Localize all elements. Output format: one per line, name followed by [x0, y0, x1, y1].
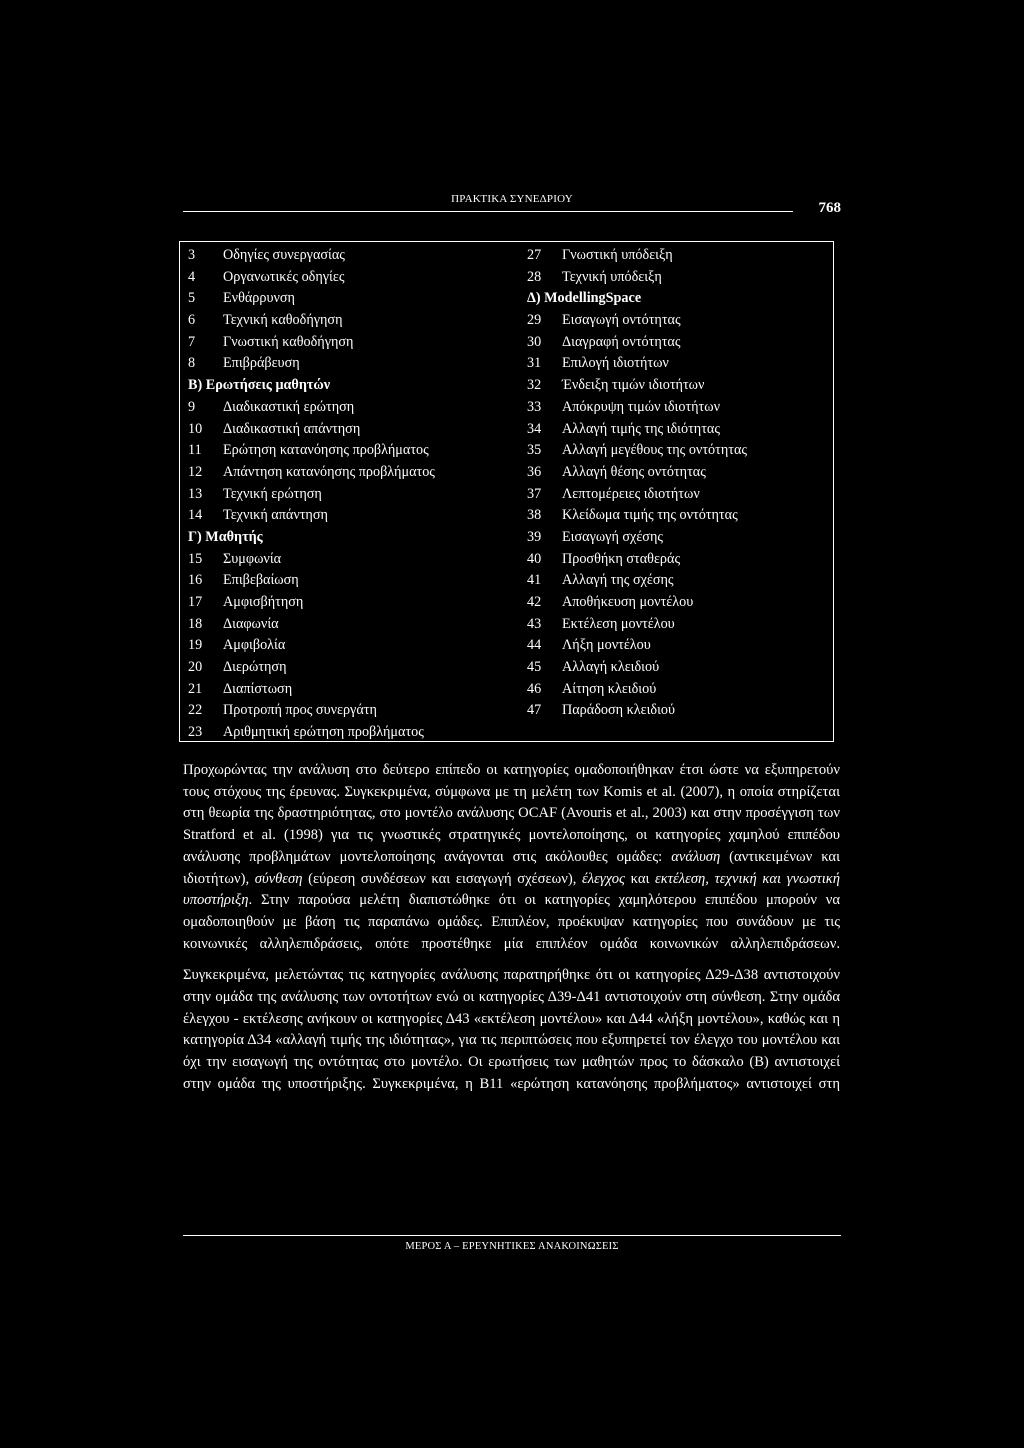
category-number: 47 — [527, 702, 542, 719]
paragraph-1-text: (αντικειμένων και ιδιοτήτων), — [183, 848, 840, 887]
page-number: 768 — [818, 200, 841, 216]
category-label: Γνωστική υπόδειξη — [562, 247, 673, 263]
category-label: Ενθάρρυνση — [223, 290, 295, 307]
category-label: Αλλαγή θέσης οντότητας — [562, 463, 706, 480]
category-number: 5 — [188, 290, 196, 307]
running-footer: ΜΕΡΟΣ Α – ΕΡΕΥΝΗΤΙΚΕΣ ΑΝΑΚΟΙΝΩΣΕΙΣ — [405, 1241, 619, 1252]
category-label: Τεχνική καθοδήγηση — [223, 312, 343, 329]
table-row — [527, 419, 832, 441]
category-label: Εκτέλεση μοντέλου — [562, 615, 675, 632]
table-row — [188, 614, 528, 636]
category-number: 7 — [188, 333, 196, 350]
paragraph-1-italic-term: έλεγχος — [582, 870, 625, 887]
category-number: 9 — [188, 398, 196, 415]
category-label: Συμφωνία — [223, 550, 282, 567]
table-row — [188, 332, 528, 354]
category-number: 10 — [188, 420, 203, 437]
table-row — [527, 700, 832, 722]
table-row — [527, 267, 832, 289]
category-label: Κλείδωμα τιμής της οντότητας — [562, 507, 738, 524]
running-header: ΠΡΑΚΤΙΚΑ ΣΥΝΕΔΡΙΟΥ — [451, 193, 573, 205]
category-number: 14 — [188, 507, 203, 524]
category-number: 38 — [527, 507, 542, 524]
table-row — [527, 245, 832, 267]
category-label: Τεχνική υπόδειξη — [562, 268, 662, 285]
table-left-column — [188, 245, 528, 744]
table-row — [527, 440, 832, 462]
category-number: 39 — [527, 528, 542, 545]
category-number: 32 — [527, 377, 542, 394]
table-row — [527, 527, 832, 549]
category-label: Αλλαγή τιμής της ιδιότητας — [562, 420, 720, 437]
group-heading-label: Δ) ModellingSpace — [527, 290, 642, 307]
category-number: 23 — [188, 724, 203, 741]
category-number: 43 — [527, 615, 542, 632]
table-row — [188, 462, 528, 484]
category-label: Απάντηση κατανόησης προβλήματος — [223, 463, 435, 480]
category-label: Επιβράβευση — [223, 355, 300, 372]
table-row — [527, 484, 832, 506]
group-heading-label: Γ) Μαθητής — [188, 528, 263, 545]
category-number: 4 — [188, 268, 196, 285]
category-label: Αριθμητική ερώτηση προβλήματος — [223, 724, 424, 741]
table-row — [188, 505, 528, 527]
category-number: 44 — [527, 637, 542, 654]
body-text — [183, 760, 840, 1106]
paragraph-1-italic-term: ανάλυση — [671, 848, 721, 865]
table-row — [527, 679, 832, 701]
category-label: Παράδοση κλειδιού — [562, 702, 676, 719]
category-number: 40 — [527, 550, 542, 567]
table-row — [527, 657, 832, 679]
header-rule — [183, 211, 793, 212]
footer-rule — [183, 1235, 841, 1236]
category-label: Αλλαγή της σχέσης — [562, 572, 674, 589]
paragraph-1-text: (εύρεση συνδέσεων και εισαγωγή σχέσεων), — [302, 870, 583, 887]
category-label: Εισαγωγή σχέσης — [562, 528, 663, 545]
table-row — [188, 310, 528, 332]
table-row — [188, 657, 528, 679]
table-row — [527, 592, 832, 614]
category-number: 45 — [527, 659, 542, 676]
category-number: 12 — [188, 463, 203, 480]
category-label: Αίτηση κλειδιού — [562, 680, 657, 697]
paragraph-1-text: . Στην παρούσα μελέτη διαπιστώθηκε ότι οι κατηγορίες χαμηλότερου επιπέδου μπορούν να ομαδοποιηθούν με βάση τις παραπάνω ομάδες. Επιπλέον, προέκυψαν κατηγορίες που συνάδουν με τις κοινωνικές αλληλεπιδράσεις, οπότε προστέθηκε μία επιπλέον ομάδα κοινωνικών αλληλεπιδράσεων. — [183, 892, 840, 952]
category-number: 16 — [188, 572, 203, 589]
table-row — [527, 462, 832, 484]
category-number: 8 — [188, 355, 196, 372]
table-group-heading — [188, 375, 528, 397]
category-number: 35 — [527, 442, 542, 459]
category-label: Αποθήκευση μοντέλου — [562, 594, 694, 610]
category-number: 41 — [527, 572, 542, 589]
table-row — [527, 505, 832, 527]
category-label: Ερώτηση κατανόησης προβλήματος — [223, 442, 429, 459]
table-row — [527, 614, 832, 636]
category-label: Ένδειξη τιμών ιδιοτήτων — [562, 377, 705, 394]
category-number: 18 — [188, 615, 203, 632]
category-number: 17 — [188, 594, 203, 610]
category-label: Εισαγωγή οντότητας — [562, 312, 681, 329]
table-row — [527, 570, 832, 592]
group-heading-label: Β) Ερωτήσεις μαθητών — [188, 377, 331, 394]
category-number: 15 — [188, 550, 203, 567]
category-number: 31 — [527, 355, 542, 372]
paragraph-2: Συγκεκριμένα, μελετώντας τις κατηγορίες ανάλυσης παρατηρήθηκε ότι οι κατηγορίες Δ29-Δ38 αντιστοιχούν στην ομάδα της ανάλυσης των οντοτήτων ενώ οι κατηγορίες Δ39-Δ41 αντιστοιχούν στη σύνθεση. Στην ομάδα έλεγχου - εκτέλεσης ανήκουν οι κατηγορίες Δ43 «εκτέλεση μοντέλου» και Δ44 «λήξη μοντέλου», καθώς και η κατηγορία Δ34 «αλλαγή τιμής της ιδιότητας», για τις περιπτώσεις που εξυπηρετεί τον έλεγχο του μοντέλου και όχι την εισαγωγή της οντότητας στο μοντέλο. Οι ερωτήσεις των μαθητών προς το δάσκαλο (Β) αντιστοιχεί στην ομάδα της υποστήριξης. Συγκεκριμένα, η Β11 «ερώτηση κατανόησης προβλήματος» αντιστοιχεί στη — [183, 967, 840, 1092]
category-number: 13 — [188, 485, 203, 502]
table-row — [188, 397, 528, 419]
table-row — [188, 679, 528, 701]
category-label: Προσθήκη σταθεράς — [562, 550, 681, 567]
category-label: Τεχνική ερώτηση — [223, 485, 322, 502]
category-number: 46 — [527, 680, 542, 697]
category-label: Διαπίστωση — [223, 680, 293, 697]
table-row — [527, 549, 832, 571]
category-number: 36 — [527, 463, 542, 480]
table-row — [188, 700, 528, 722]
category-label: Επιλογή ιδιοτήτων — [562, 355, 669, 372]
category-number: 22 — [188, 702, 203, 719]
table-row — [188, 549, 528, 571]
table-row — [188, 440, 528, 462]
category-label: Οργανωτικές οδηγίες — [223, 268, 345, 285]
table-row — [188, 722, 528, 744]
category-label: Αμφισβήτηση — [223, 594, 304, 610]
table-group-heading — [527, 288, 832, 310]
category-label: Διαδικαστική ερώτηση — [223, 398, 355, 415]
category-label: Αλλαγή μεγέθους της οντότητας — [562, 442, 748, 459]
category-label: Γνωστική καθοδήγηση — [223, 333, 354, 350]
category-label: Αλλαγή κλειδιού — [562, 659, 660, 676]
table-row — [527, 353, 832, 375]
category-label: Οδηγίες συνεργασίας — [223, 247, 345, 263]
category-number: 34 — [527, 420, 542, 437]
table-right-column — [527, 245, 832, 722]
table-row — [188, 353, 528, 375]
category-number: 42 — [527, 594, 542, 610]
table-group-heading — [188, 527, 528, 549]
table-row — [188, 245, 528, 267]
category-label: Διαδικαστική απάντηση — [223, 420, 361, 437]
table-row — [188, 484, 528, 506]
paragraph-1-text: Προχωρώντας την ανάλυση στο δεύτερο επίπεδο οι κατηγορίες ομαδοποιήθηκαν έτσι ώστε να εξυπηρετούν τους στόχους της έρευνας. Συγκεκριμένα, σύμφωνα με τη μελέτη των Komis et al. (2007), η οποία στηρίζεται στη θεωρία της δραστηριότητας, στο μοντέλο ανάλυσης OCAF (Avouris et al., 2003) και στην προσέγγιση των Stratford et al. (1998) για τις γνωστικές στρατηγικές μοντελοποίησης, οι κατηγορίες χαμηλού επιπέδου ανάλυσης προβλημάτων μοντελοποίησης ανάγονται στις ακόλουθες ομάδες: — [183, 762, 840, 865]
category-number: 33 — [527, 398, 542, 415]
category-number: 27 — [527, 247, 542, 263]
category-number: 6 — [188, 312, 196, 329]
category-number: 37 — [527, 485, 542, 502]
paragraph-1-text: και — [624, 870, 656, 887]
category-number: 28 — [527, 268, 542, 285]
category-label: Διαφωνία — [223, 615, 279, 632]
table-row — [527, 635, 832, 657]
table-row — [527, 310, 832, 332]
category-label: Αμφιβολία — [223, 637, 286, 654]
category-number: 11 — [188, 442, 202, 459]
category-label: Διερώτηση — [223, 659, 287, 676]
category-number: 3 — [188, 247, 196, 263]
paragraph-1-italic-term: εκτέλεση, τεχνική και γνωστική υποστήριξη — [183, 870, 841, 909]
category-label: Λήξη μοντέλου — [562, 637, 651, 654]
category-label: Επιβεβαίωση — [223, 572, 299, 589]
category-label: Λεπτομέρειες ιδιοτήτων — [562, 485, 700, 502]
table-row — [188, 635, 528, 657]
table-row — [527, 375, 832, 397]
category-number: 19 — [188, 637, 203, 654]
table-row — [188, 267, 528, 289]
table-row — [188, 419, 528, 441]
category-table — [179, 241, 834, 742]
table-row — [527, 397, 832, 419]
paragraph-1-italic-term: σύνθεση — [254, 870, 303, 887]
table-row — [188, 288, 528, 310]
category-label: Απόκρυψη τιμών ιδιοτήτων — [562, 398, 721, 415]
category-number: 20 — [188, 659, 203, 676]
category-label: Τεχνική απάντηση — [223, 507, 328, 524]
paragraph-1 — [183, 760, 840, 955]
category-label: Διαγραφή οντότητας — [562, 333, 681, 350]
table-row — [188, 592, 528, 614]
category-number: 21 — [188, 680, 203, 697]
table-row — [188, 570, 528, 592]
category-number: 30 — [527, 333, 542, 350]
table-row — [527, 332, 832, 354]
category-label: Προτροπή προς συνεργάτη — [223, 702, 377, 719]
category-number: 29 — [527, 312, 542, 329]
